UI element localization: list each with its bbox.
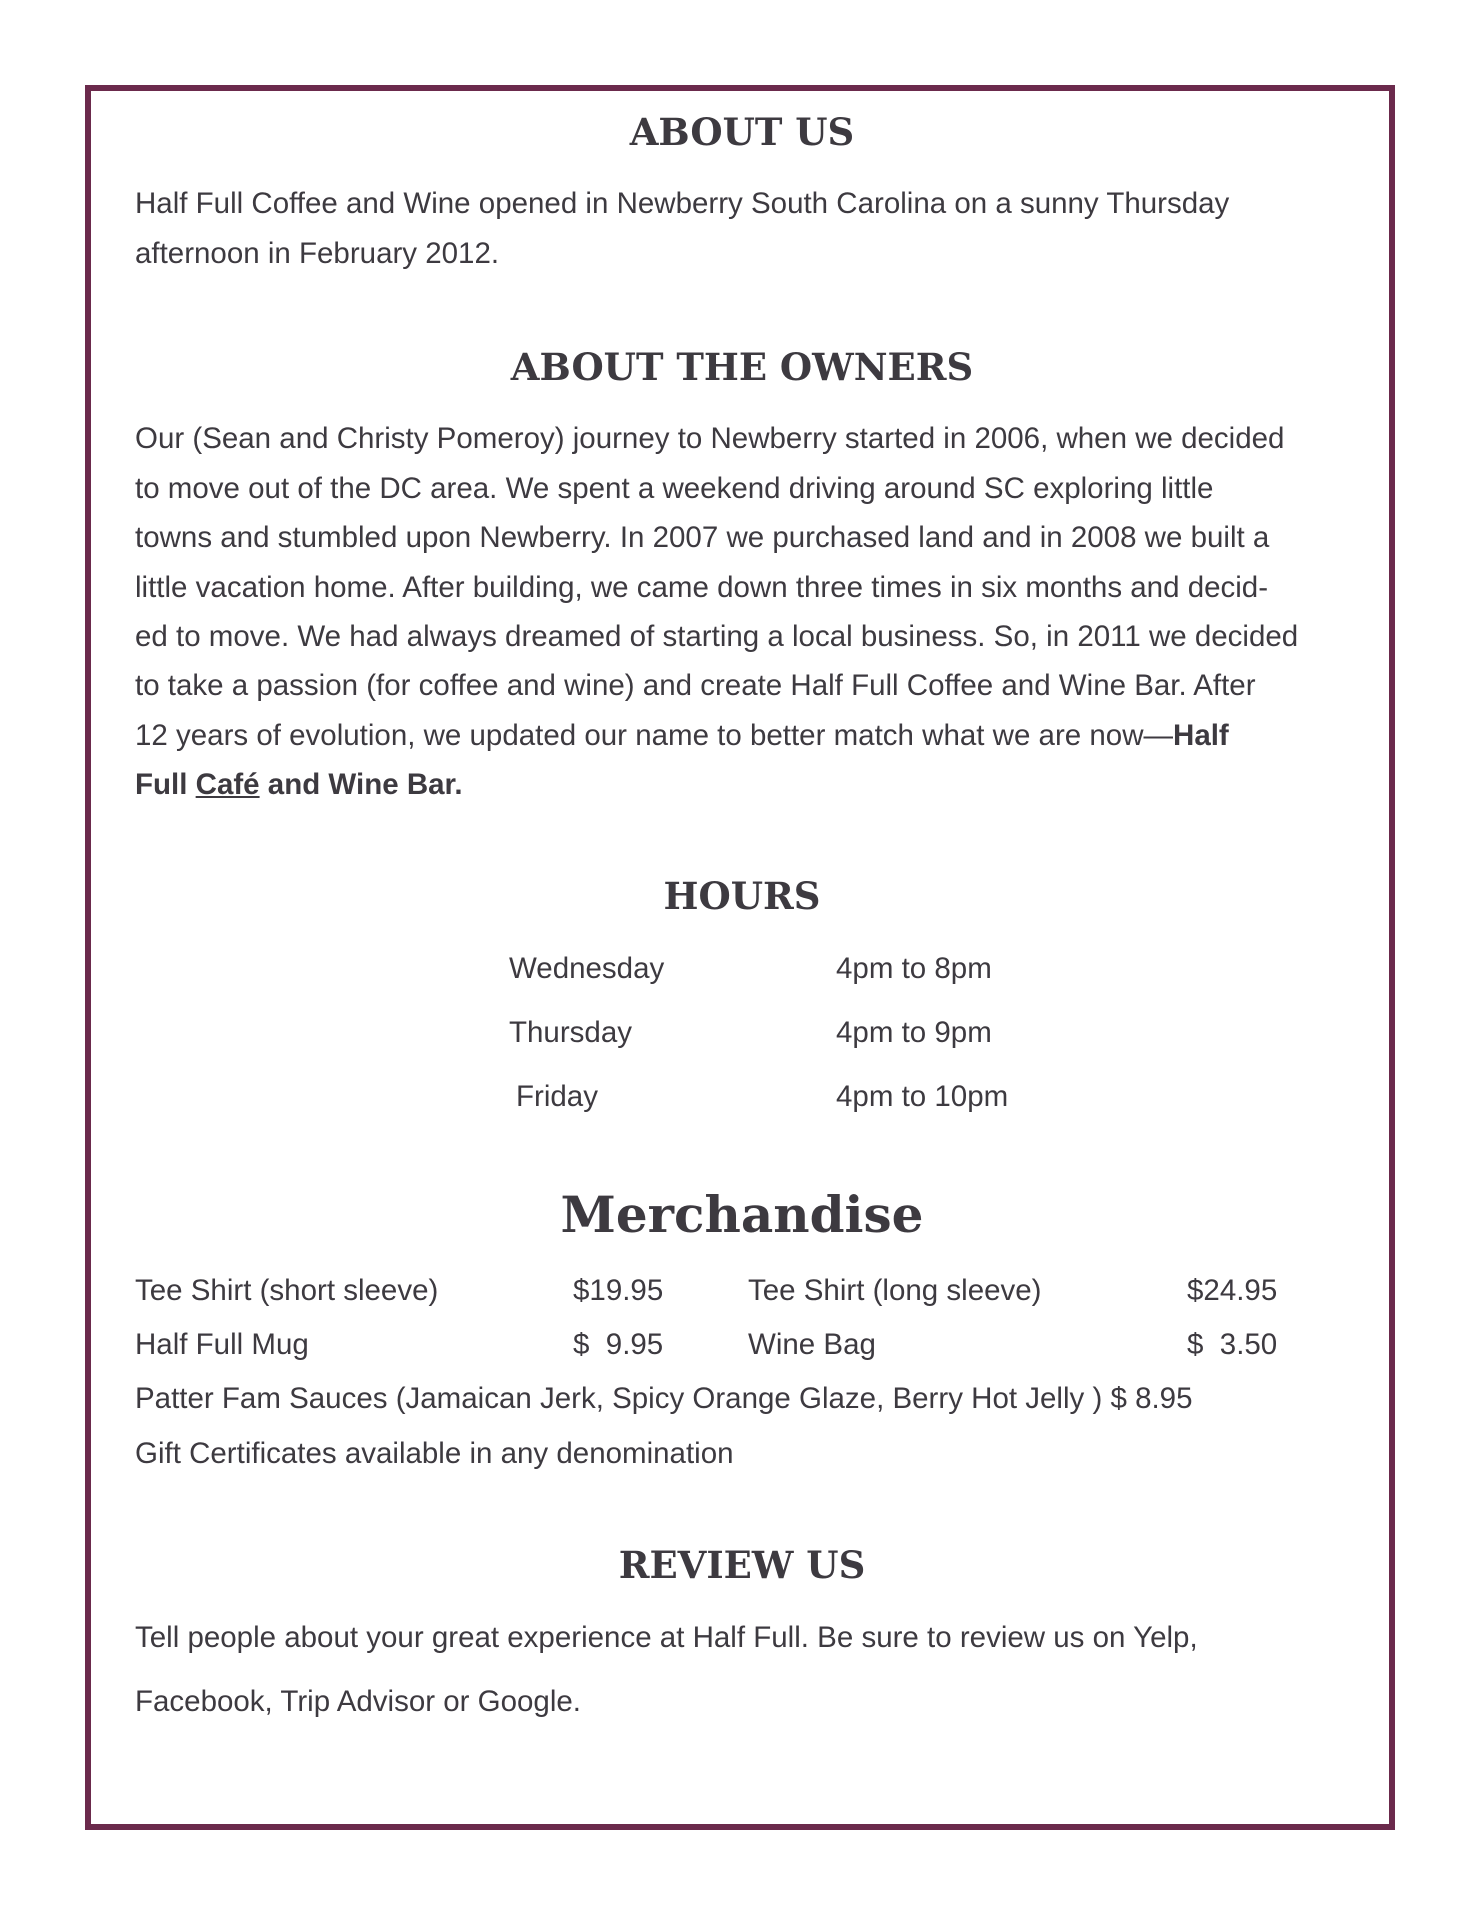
merch-gift-certificates: Gift Certificates available in any denomination: [135, 1437, 734, 1470]
hours-day-friday: Friday: [516, 1080, 598, 1113]
owners-line-1: Our (Sean and Christy Pomeroy) journey to Newberry started in 2006, when we decided: [135, 422, 1285, 455]
review-line-2: Facebook, Trip Advisor or Google.: [135, 1685, 582, 1718]
business-name-cafe: Café: [195, 768, 260, 801]
merch-item-price: $ 9.95: [573, 1328, 664, 1361]
about-owners-heading: ABOUT THE OWNERS: [510, 345, 974, 389]
merch-item-name: Half Full Mug: [135, 1328, 309, 1361]
hours-day-wednesday: Wednesday: [509, 952, 665, 985]
merch-sauces-line: Patter Fam Sauces (Jamaican Jerk, Spicy Orange Glaze, Berry Hot Jelly ) $ 8.95: [135, 1382, 1193, 1415]
hours-time-thursday: 4pm to 9pm: [836, 1016, 992, 1049]
about-us-heading: ABOUT US: [629, 110, 855, 154]
merch-item-price: $ 3.50: [1187, 1328, 1278, 1361]
owners-line-4: little vacation home. After building, we came down three times in six months and decid-: [135, 571, 1269, 604]
merchandise-heading: Merchandise: [560, 1185, 924, 1244]
business-name-part-1: Half: [1173, 719, 1229, 752]
review-us-heading: REVIEW US: [618, 1543, 866, 1587]
merch-item-price: $24.95: [1187, 1274, 1278, 1307]
about-us-line-1: Half Full Coffee and Wine opened in Newberry South Carolina on a sunny Thursday: [135, 187, 1230, 220]
owners-line-8: [135, 768, 463, 802]
hours-heading: HOURS: [663, 874, 821, 918]
merch-item-name: Tee Shirt (short sleeve): [135, 1274, 439, 1307]
merch-item-name: Tee Shirt (long sleeve): [748, 1274, 1042, 1307]
review-line-1: Tell people about your great experience at Half Full. Be sure to review us on Yelp,: [135, 1621, 1198, 1654]
business-name-part-3: and Wine Bar.: [259, 768, 463, 801]
about-us-line-2: afternoon in February 2012.: [135, 237, 500, 270]
hours-time-wednesday: 4pm to 8pm: [836, 952, 992, 985]
merch-item-price: $19.95: [573, 1274, 664, 1307]
owners-line-6: to take a passion (for coffee and wine) and create Half Full Coffee and Wine Bar. After: [135, 669, 1256, 702]
hours-day-thursday: Thursday: [509, 1016, 632, 1049]
owners-line-3: towns and stumbled upon Newberry. In 2007 we purchased land and in 2008 we built a: [135, 521, 1270, 554]
owners-line-5: ed to move. We had always dreamed of starting a local business. So, in 2011 we decided: [135, 620, 1299, 653]
business-name-part-2: Full: [135, 768, 196, 801]
owners-line-7-text: 12 years of evolution, we updated our name to better match what we are now—: [135, 719, 1174, 752]
hours-time-friday: 4pm to 10pm: [836, 1080, 1009, 1113]
merch-item-name: Wine Bag: [748, 1328, 876, 1361]
owners-line-2: to move out of the DC area. We spent a weekend driving around SC exploring little: [135, 472, 1214, 505]
owners-line-7: [135, 719, 1229, 753]
